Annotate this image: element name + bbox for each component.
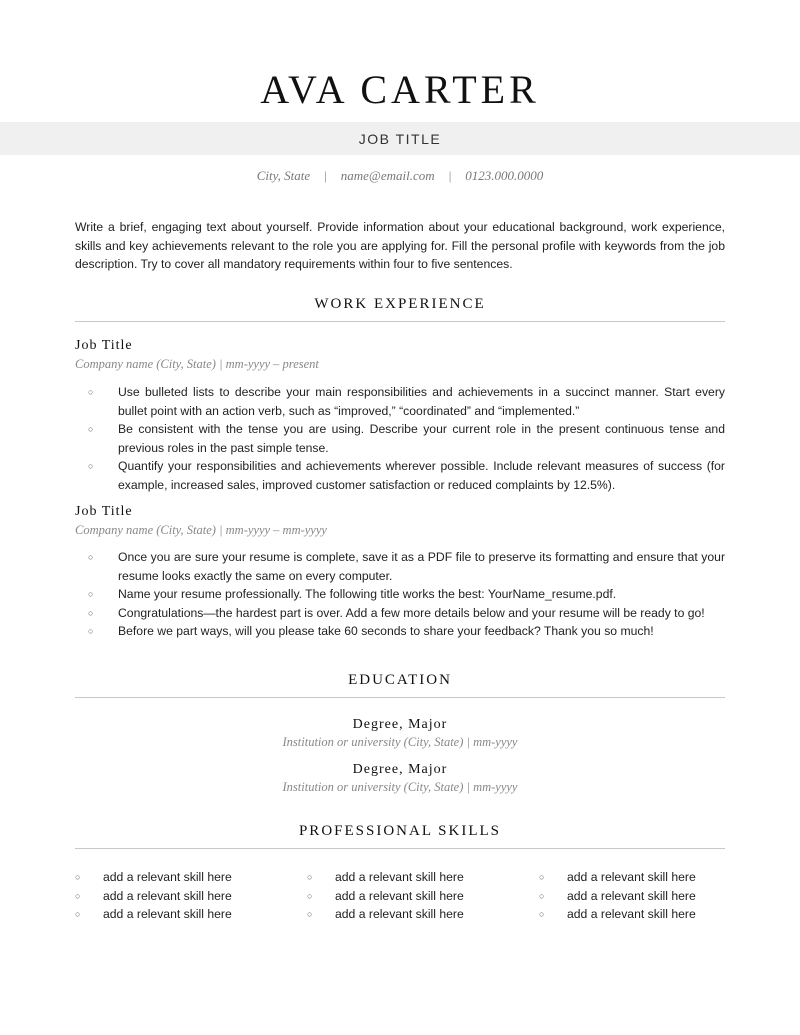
list-item: ○ Use bulleted lists to describe your main responsibilities and achievements in a succinct manner. Start every bullet point with an action verb, such as “improved,” “coordinated” and “implemented.”: [88, 383, 725, 420]
job-title-bar: [0, 122, 800, 155]
profile-summary: Write a brief, engaging text about yourself. Provide information about your educational background, work experience, skills and key achievements relevant to the role you are applying for. Fill the personal profile with keywords from the job description. Try to cover all mandatory requirements within four to five sentences.: [75, 220, 725, 271]
skills-column-2: [307, 868, 517, 924]
education-degree: Degree, Major: [352, 762, 448, 777]
education-heading: EDUCATION: [75, 672, 725, 698]
contact-location: City, State: [256, 168, 311, 183]
education-institution: Institution or university (City, State) | mm-yyyy: [282, 735, 518, 749]
job-bullets-1: [88, 383, 725, 494]
professional-skills-heading: PROFESSIONAL SKILLS: [75, 823, 725, 849]
skills-column-3: [539, 868, 749, 924]
education-entry-2: [75, 762, 725, 795]
education-degree: Degree, Major: [352, 717, 448, 732]
list-item: ○ Congratulations—the hardest part is over. Add a few more details below and your resume will be ready to go!: [88, 604, 725, 623]
skill-item: ○ add a relevant skill here: [539, 905, 749, 924]
skill-item: ○ add a relevant skill here: [307, 887, 517, 906]
contact-separator: |: [448, 168, 452, 183]
job-title-2: Job Title: [75, 504, 133, 519]
job-subtitle-2: Company name (City, State) | mm-yyyy – mm-yyyy: [75, 523, 327, 537]
education-institution: Institution or university (City, State) | mm-yyyy: [282, 780, 518, 794]
job-bullets-2: [88, 548, 725, 641]
list-item: ○ Be consistent with the tense you are using. Describe your current role in the present continuous tense and previous roles in the past simple tense.: [88, 420, 725, 457]
job-title-1: Job Title: [75, 338, 133, 353]
list-item: ○ Quantify your responsibilities and achievements wherever possible. Include relevant measures of success (for example, increased sales, improved customer satisfaction or reduced complaints by 12.5%).: [88, 457, 725, 494]
contact-separator: |: [324, 168, 327, 183]
job-title: JOB TITLE: [358, 130, 442, 147]
skill-item: ○ add a relevant skill here: [539, 868, 749, 887]
skill-item: ○ add a relevant skill here: [307, 868, 517, 887]
skill-item: ○ add a relevant skill here: [75, 887, 285, 906]
contact-line: [0, 168, 800, 184]
contact-email: name@email.com: [340, 168, 435, 183]
skill-item: ○ add a relevant skill here: [539, 887, 749, 906]
list-item: ○ Once you are sure your resume is complete, save it as a PDF file to preserve its formatting and ensure that your resume looks exactly the same on every computer.: [88, 548, 725, 585]
list-item: ○ Name your resume professionally. The following title works the best: YourName_resume.pdf.: [88, 585, 725, 604]
candidate-name: AVA CARTER: [260, 67, 540, 112]
education-entry-1: [75, 717, 725, 750]
work-experience-heading: WORK EXPERIENCE: [75, 296, 725, 322]
job-subtitle-1: Company name (City, State) | mm-yyyy – present: [75, 357, 319, 371]
list-item: ○ Before we part ways, will you please take 60 seconds to share your feedback? Thank you so much!: [88, 622, 725, 641]
contact-phone: 0123.000.0000: [465, 168, 544, 183]
skills-column-1: [75, 868, 285, 924]
skill-item: ○ add a relevant skill here: [75, 905, 285, 924]
skill-item: ○ add a relevant skill here: [75, 868, 285, 887]
skill-item: ○ add a relevant skill here: [307, 905, 517, 924]
